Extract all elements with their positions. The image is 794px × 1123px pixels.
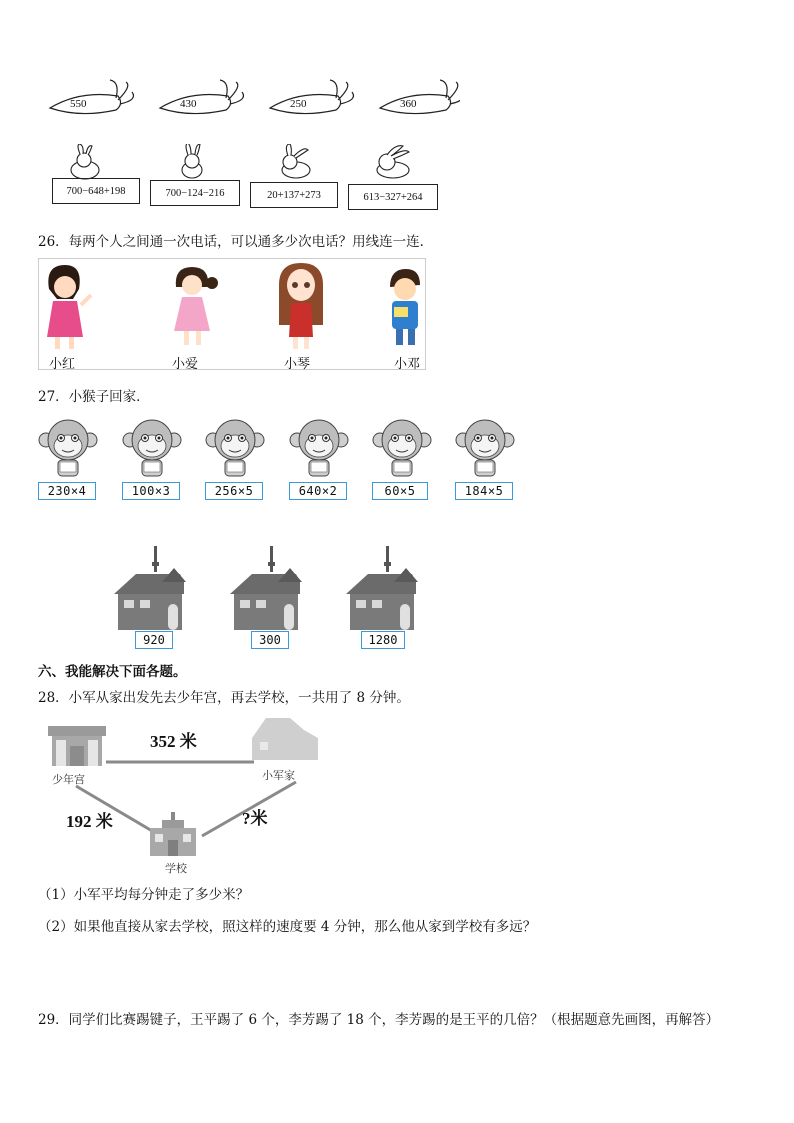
expression-box: 613−327+264	[348, 184, 438, 210]
girl-icon	[279, 263, 323, 349]
boy-icon	[390, 269, 420, 345]
monkey-expression: 230×4	[38, 482, 96, 500]
house-row	[110, 544, 430, 632]
carrot-value: 430	[180, 98, 197, 110]
monkey-icon	[373, 420, 431, 476]
label-home: 小军家	[262, 769, 295, 782]
monkey-expression: 100×3	[122, 482, 180, 500]
question-27-text: 27．小猴子回家．	[38, 389, 150, 405]
expression-box: 700−648+198	[52, 178, 140, 204]
question-28-part-1: （1）小军平均每分钟走了多少米？	[38, 887, 250, 903]
expression-box: 20+137+273	[250, 182, 338, 208]
distance-home-school: ?米	[242, 809, 268, 828]
section-heading: 六、我能解决下面各题。	[38, 664, 187, 680]
house-icon	[114, 546, 186, 630]
monkey-icon	[290, 420, 348, 476]
kids-illustrations	[39, 259, 425, 351]
monkey-row	[38, 418, 518, 482]
girl-icon	[174, 267, 218, 345]
distance-palace-school: 192 米	[66, 812, 113, 831]
monkey-icon	[123, 420, 181, 476]
label-school: 学校	[165, 862, 187, 875]
question-26-text: 26．每两个人之间通一次电话，可以通多少次电话？用线连一连．	[38, 234, 434, 250]
carrot-icon	[160, 80, 244, 114]
monkey-expression: 60×5	[372, 482, 428, 500]
monkey-icon	[39, 420, 97, 476]
kid-name: 小琴	[284, 357, 311, 372]
youth-palace-icon	[48, 726, 106, 766]
monkey-icon	[456, 420, 514, 476]
girl-icon	[47, 265, 91, 349]
carrot-value: 550	[70, 98, 87, 110]
expression-box: 700−124−216	[150, 180, 240, 206]
carrot-icon	[380, 80, 460, 114]
carrot-icon	[270, 80, 354, 114]
carrot-shapes	[40, 78, 460, 128]
school-icon	[150, 812, 196, 856]
label-youth-palace: 少年宫	[52, 773, 85, 786]
rabbit-icon	[282, 144, 310, 178]
carrot-value: 360	[400, 98, 417, 110]
rabbit-icon	[377, 146, 409, 178]
kid-name: 小爱	[172, 357, 199, 372]
house-value: 300	[251, 631, 289, 649]
question-28-part-2: （2）如果他直接从家去学校，照这样的速度要 4 分钟，那么他从家到学校有多远？	[38, 919, 537, 935]
kid-name: 小红	[49, 357, 76, 372]
rabbit-shapes	[60, 144, 440, 180]
house-value: 1280	[361, 631, 405, 649]
distance-palace-home: 352 米	[150, 732, 197, 751]
monkey-expression: 640×2	[289, 482, 347, 500]
house-icon	[230, 546, 302, 630]
monkey-icon	[206, 420, 264, 476]
carrot-value: 250	[290, 98, 307, 110]
house-value: 920	[135, 631, 173, 649]
kids-panel	[38, 258, 426, 370]
carrot-icon	[50, 80, 134, 114]
house-icon	[346, 546, 418, 630]
kid-name: 小邓	[394, 357, 421, 372]
home-icon	[252, 718, 318, 760]
monkey-expression: 184×5	[455, 482, 513, 500]
question-29-text: 29．同学们比赛踢键子，王平踢了 6 个，李芳踢了 18 个，李芳踢的是王平的几倍？（根据题意先画图，再解答）	[38, 1012, 720, 1028]
rabbit-icon	[71, 144, 99, 179]
monkey-expression: 256×5	[205, 482, 263, 500]
question-28-text: 28．小军从家出发先去少年宫，再去学校，一共用了 8 分钟。	[38, 690, 410, 706]
rabbit-icon	[182, 144, 202, 178]
